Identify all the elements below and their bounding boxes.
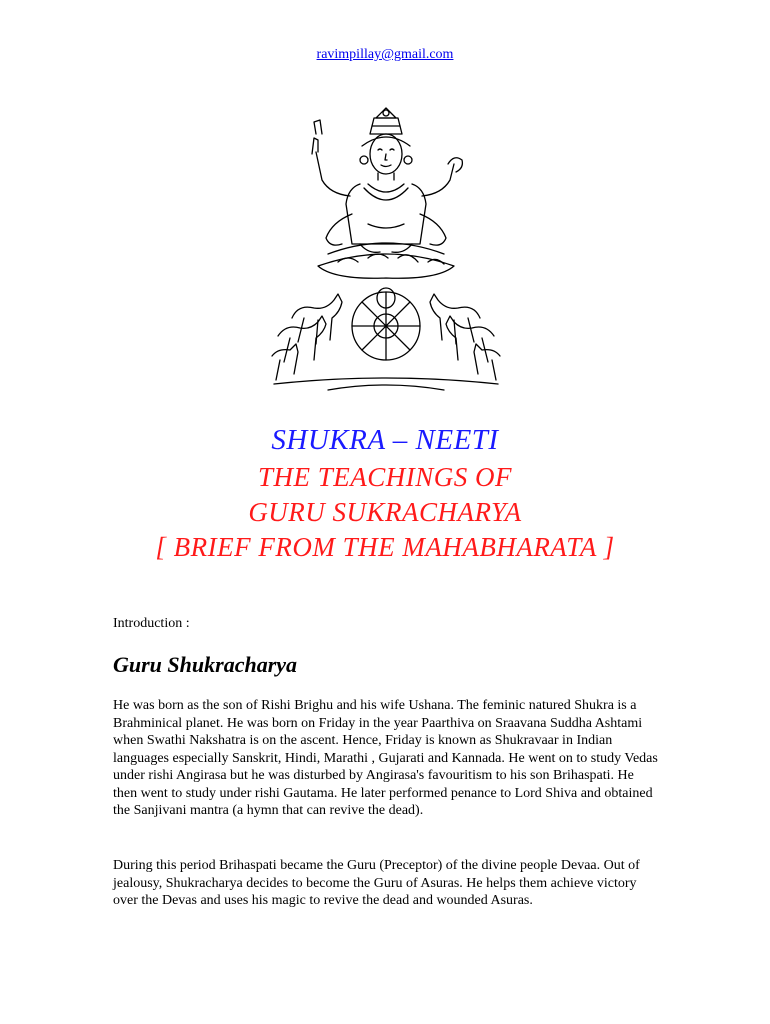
paragraph-1: He was born as the son of Rishi Brighu and his wife Ushana. The feminic natured Shukra is a Brahminical planet. He was born on Friday in the year Paarthiva on Sraavana Suddha Ashtami when Swathi Nakshatra is on the ascent. Hence, Friday is known as Shukravaar in Indian languages especially Sanskrit, Hindi, Marathi , Gujarati and Kannada. He went on to study Vedas under rishi Angirasa but he was disturbed by Angirasa's favouritism to his son Brihaspati. He then went to study under rishi Gautama. He later performed penance to Lord Shiva and obtained the Sanjivani mantra (a hymn that can revive the dead).	[113, 698, 658, 818]
paragraph-2: During this period Brihaspati became the Guru (Preceptor) of the divine people Devaa. Out of jealousy, Shukracharya decides to become the Guru of Asuras. He helps them achieve victory over the Devas and uses his magic to revive the dead and wounded Asuras.	[113, 858, 640, 908]
title-line-2: THE TEACHINGS OF	[257, 462, 512, 492]
title-line-4: [ BRIEF FROM THE MAHABHARATA ]	[155, 532, 615, 562]
deity-illustration	[268, 104, 504, 394]
title-line-3: GURU SUKRACHARYA	[248, 497, 522, 527]
section-heading: Guru Shukracharya	[113, 652, 298, 677]
title-line-1: SHUKRA – NEETI	[271, 424, 499, 456]
email-link[interactable]: ravimpillay@gmail.com	[316, 47, 454, 62]
introduction-label: Introduction :	[113, 616, 190, 631]
